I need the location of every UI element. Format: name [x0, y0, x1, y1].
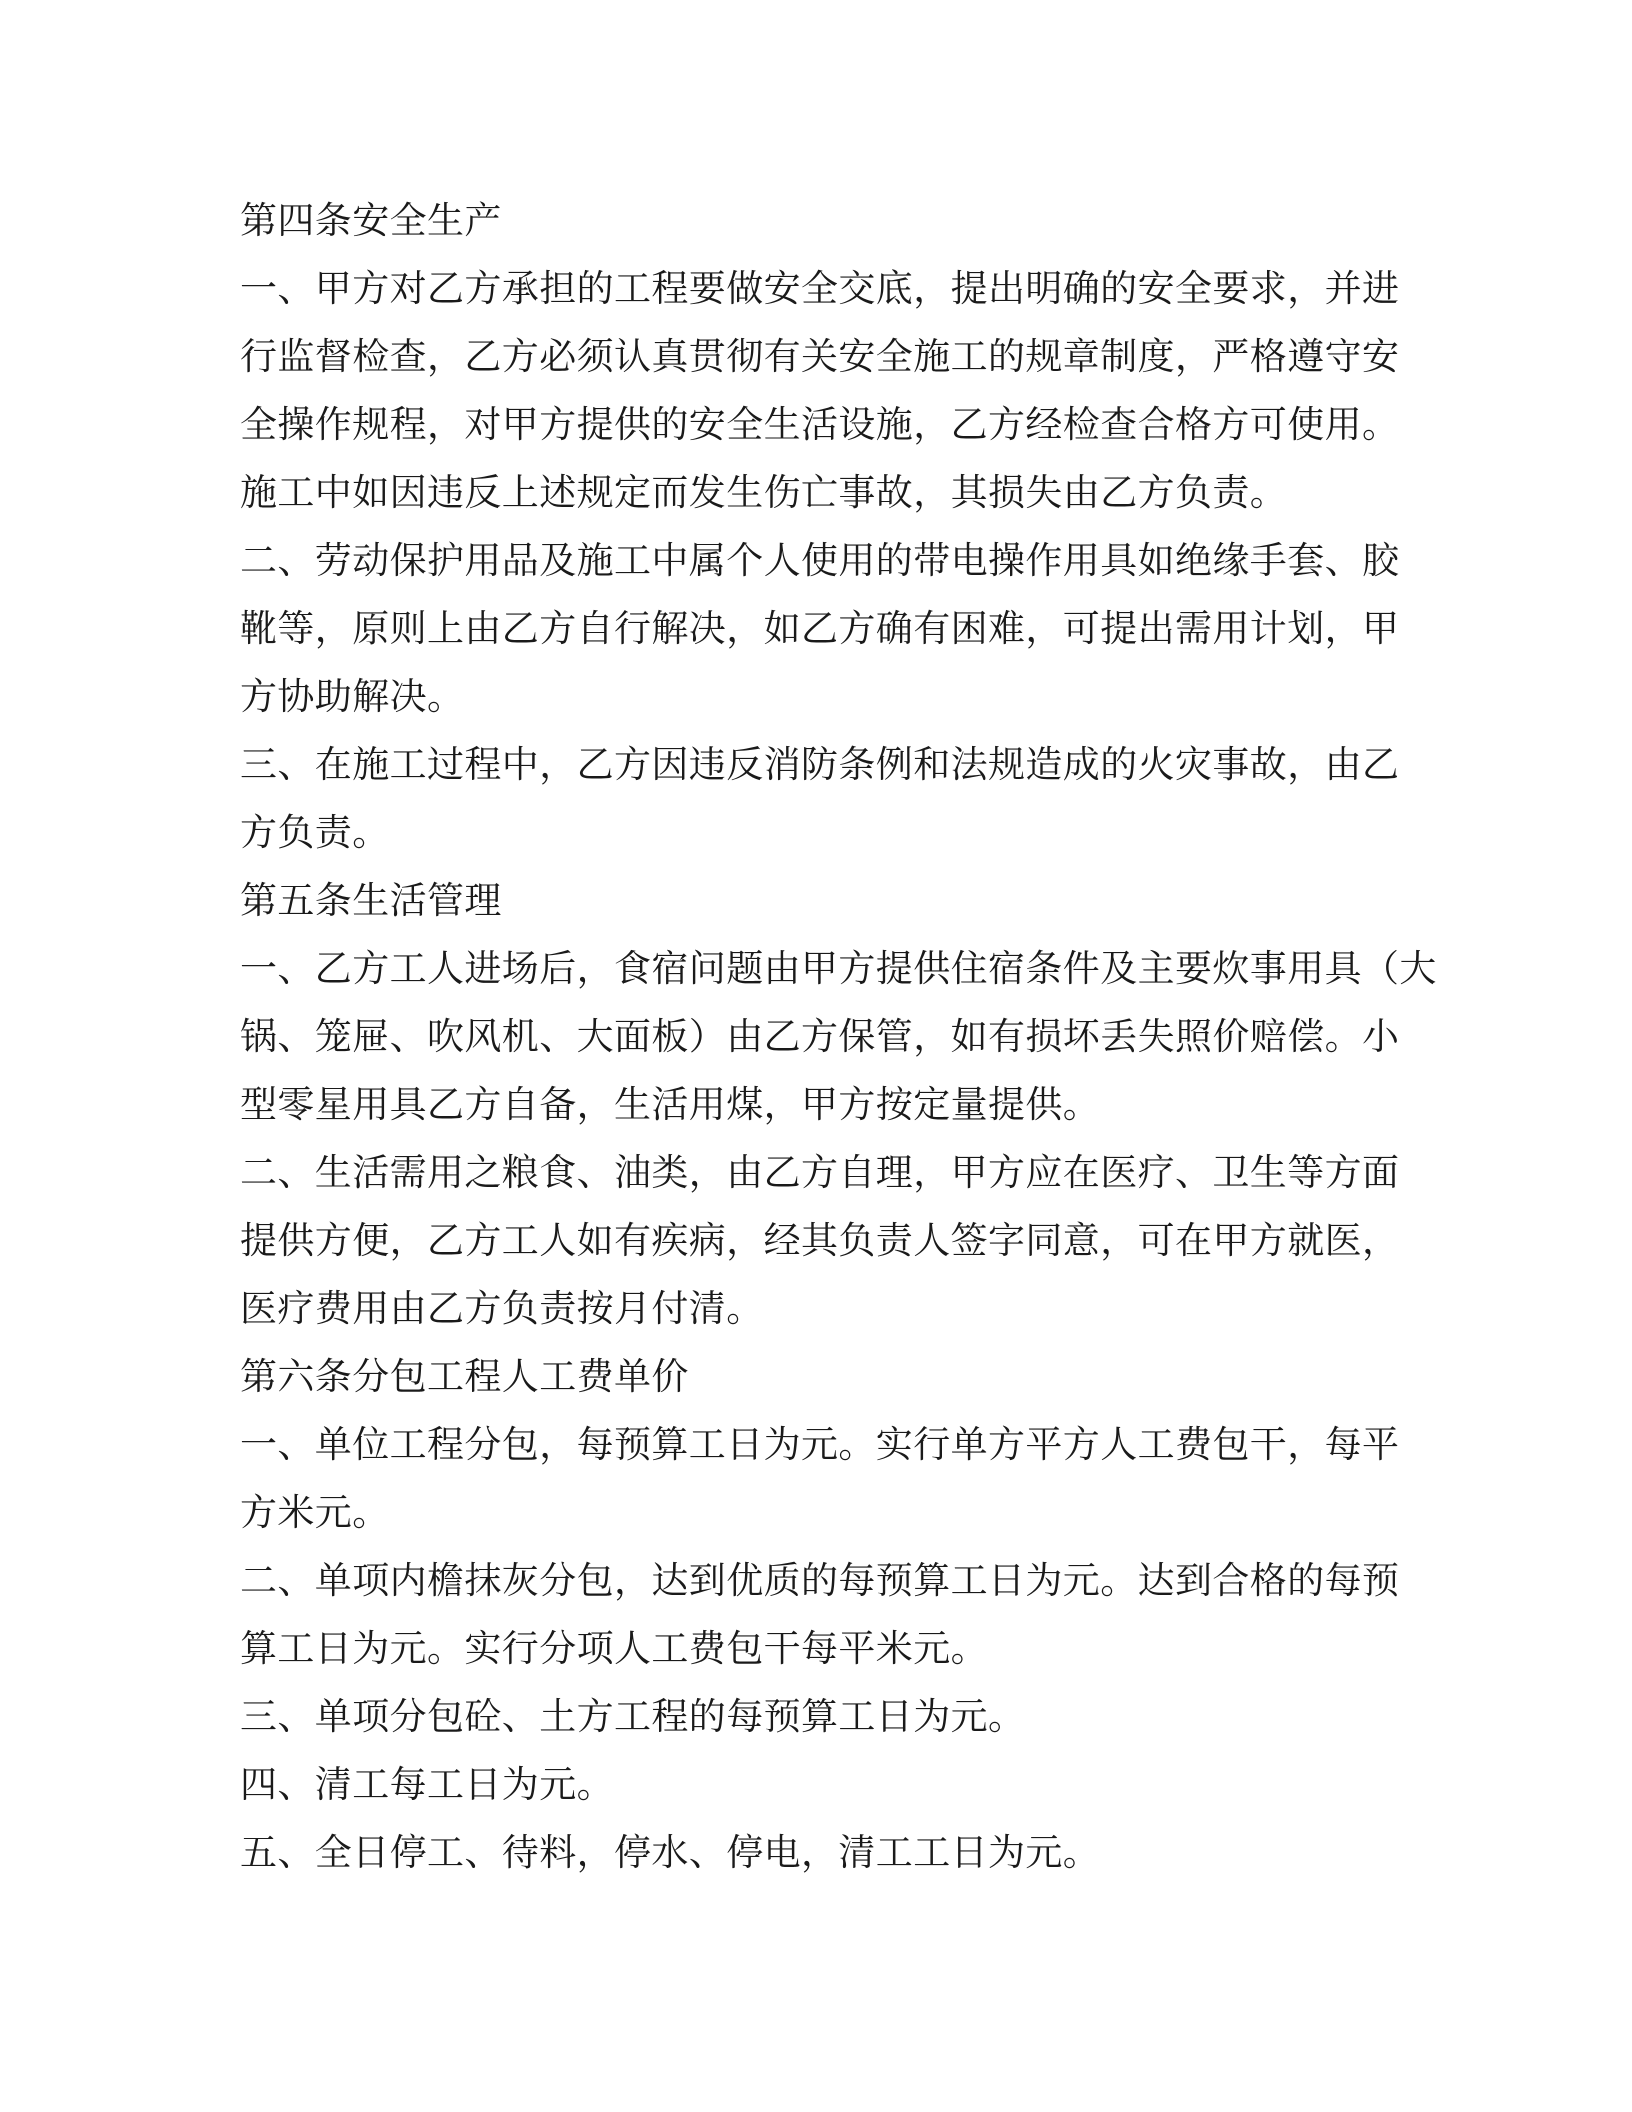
paragraph-line: 医疗费用由乙方负责按月付清。 [240, 1287, 764, 1330]
paragraph-line: 二、劳动保护用品及施工中属个人使用的带电操作用具如绝缘手套、胶 [240, 539, 1400, 582]
paragraph-line: 提供方便，乙方工人如有疾病，经其负责人签字同意，可在甲方就医， [240, 1219, 1400, 1262]
paragraph-line: 锅、笼屉、吹风机、大面板）由乙方保管，如有损坏丢失照价赔偿。小 [240, 1015, 1400, 1058]
paragraph-line: 方米元。 [240, 1491, 390, 1534]
paragraph-line: 算工日为元。实行分项人工费包干每平米元。 [240, 1627, 988, 1670]
paragraph-line: 靴等，原则上由乙方自行解决，如乙方确有困难，可提出需用计划，甲 [240, 607, 1400, 650]
heading-article-6: 第六条分包工程人工费单价 [240, 1355, 689, 1398]
paragraph-line: 方负责。 [240, 811, 390, 854]
paragraph-line: 全操作规程，对甲方提供的安全生活设施，乙方经检查合格方可使用。 [240, 403, 1400, 446]
paragraph-line: 一、乙方工人进场后，食宿问题由甲方提供住宿条件及主要炊事用具（大 [240, 947, 1437, 990]
paragraph-line: 一、单位工程分包，每预算工日为元。实行单方平方人工费包干，每平 [240, 1423, 1400, 1466]
heading-article-4: 第四条安全生产 [240, 199, 502, 242]
document-page [240, 187, 1437, 1887]
paragraph-line: 施工中如因违反上述规定而发生伤亡事故，其损失由乙方负责。 [240, 471, 1288, 514]
paragraph-line: 型零星用具乙方自备，生活用煤，甲方按定量提供。 [240, 1083, 1101, 1126]
paragraph-line: 二、单项内檐抹灰分包，达到优质的每预算工日为元。达到合格的每预 [240, 1559, 1400, 1602]
paragraph-line: 四、清工每工日为元。 [240, 1763, 614, 1806]
paragraph-line: 三、在施工过程中，乙方因违反消防条例和法规造成的火灾事故，由乙 [240, 743, 1400, 786]
paragraph-line: 三、单项分包砼、土方工程的每预算工日为元。 [240, 1695, 1026, 1738]
paragraph-line: 方协助解决。 [240, 675, 465, 718]
paragraph-line: 二、生活需用之粮食、油类，由乙方自理，甲方应在医疗、卫生等方面 [240, 1151, 1400, 1194]
paragraph-line: 行监督检查，乙方必须认真贯彻有关安全施工的规章制度，严格遵守安 [240, 335, 1400, 378]
paragraph-line: 五、全日停工、待料，停水、停电，清工工日为元。 [240, 1831, 1101, 1874]
paragraph-line: 一、甲方对乙方承担的工程要做安全交底，提出明确的安全要求，并进 [240, 267, 1400, 310]
heading-article-5: 第五条生活管理 [240, 879, 502, 922]
